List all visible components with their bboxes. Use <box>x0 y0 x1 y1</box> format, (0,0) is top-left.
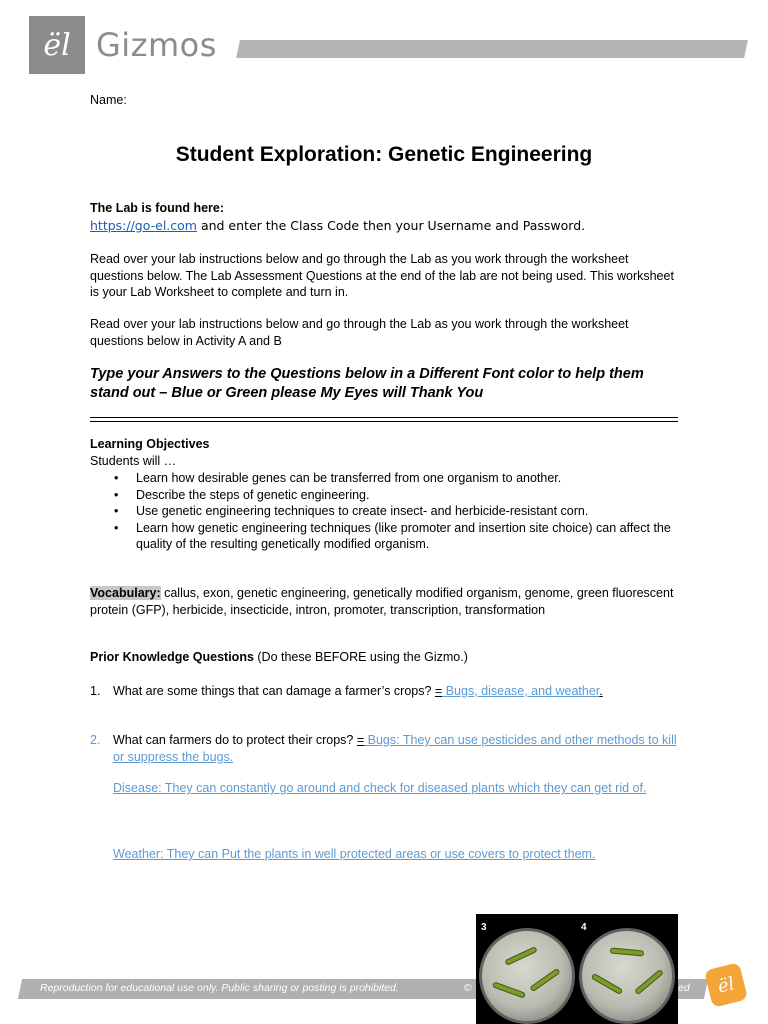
list-item: • Learn how genetic engineering techniques (like promoter and insertion site choice) can affect the quality of the resulting genetically modified organism. <box>112 520 672 553</box>
bacterium <box>504 946 537 966</box>
petri-dish-image <box>476 914 678 1024</box>
lab-link[interactable]: https://go-el.com <box>90 218 197 233</box>
vocabulary-terms: callus, exon, genetic engineering, genetically modified organism, genome, green fluorescent protein (GFP), herbicide, insecticide, intron, promoter, transcription, transformation <box>90 586 674 617</box>
vocabulary-label: Vocabulary: <box>90 586 161 600</box>
list-item: • Learn how desirable genes can be transferred from one organism to another. <box>112 470 672 487</box>
name-label: Name: <box>90 93 127 107</box>
question-prompt: What are some things that can damage a farmer’s crops? <box>113 684 435 698</box>
divider-line <box>90 421 678 422</box>
lab-heading: The Lab is found here: <box>90 201 225 215</box>
lab-link-suffix: and enter the Class Code then your Username and Password. <box>196 218 586 233</box>
learning-objectives-heading: Learning Objectives <box>90 437 210 451</box>
question-prompt: What can farmers do to protect their crops? <box>113 733 357 747</box>
answer-marker: = <box>434 684 443 698</box>
footer-copyright-fragment: © <box>464 982 472 994</box>
page-title: Student Exploration: Genetic Engineering <box>175 143 593 166</box>
question-1 <box>90 683 680 700</box>
bacterium <box>591 973 623 995</box>
bacterium <box>634 969 664 995</box>
gizmos-brand: Gizmos <box>96 26 217 64</box>
bacterium <box>529 968 560 992</box>
prior-knowledge-title: Prior Knowledge Questions <box>90 650 254 664</box>
answer-end: . <box>599 684 603 698</box>
prior-knowledge-heading <box>90 650 468 664</box>
learning-objectives-list <box>112 470 672 553</box>
question-text <box>113 683 680 700</box>
question-number: 1. <box>90 684 101 698</box>
answer-text[interactable]: Bugs: They can use pesticides and other methods to kill or suppress the bugs. <box>113 733 677 764</box>
image-label-3: 3 <box>481 922 487 933</box>
list-item: • Use genetic engineering techniques to create insect- and herbicide-resistant corn. <box>112 503 672 520</box>
instruction-paragraph-1: Read over your lab instructions below and go through the Lab as you work through the worksheet questions below. The Lab Assessment Questions at the end of the lab are not being used. This worksheet is your Lab Worksheet to complete and turn in. <box>90 252 674 299</box>
question-text <box>113 732 680 765</box>
header-bar <box>236 40 748 58</box>
lab-instructions <box>90 218 585 233</box>
petri-dish-right <box>579 928 675 1024</box>
petri-dish-left <box>479 928 575 1024</box>
answer-disease[interactable]: Disease: They can constantly go around and check for diseased plants which they can get rid of. <box>113 781 647 795</box>
learning-objectives-intro: Students will … <box>90 454 177 468</box>
image-label-4: 4 <box>581 922 587 933</box>
divider-line <box>90 417 678 418</box>
answer-marker: = <box>356 733 365 747</box>
prior-knowledge-note: (Do these BEFORE using the Gizmo.) <box>253 650 468 664</box>
answer-weather[interactable]: Weather: They can Put the plants in well protected areas or use covers to protect them. <box>113 847 596 861</box>
explorelearning-logo: ël <box>29 16 85 74</box>
list-item: • Describe the steps of genetic engineering. <box>112 487 672 504</box>
instruction-paragraph-2: Read over your lab instructions below and go through the Lab as you work through the worksheet questions below in Activity A and B <box>90 317 629 348</box>
bacterium <box>492 981 526 998</box>
bacterium <box>610 948 644 957</box>
vocabulary-section <box>90 585 680 618</box>
explorelearning-footer-logo: ël <box>704 962 748 1008</box>
answer-text[interactable]: Bugs, disease, and weather <box>442 684 600 698</box>
footer-right-fragment: ed <box>678 982 690 994</box>
answer-color-instruction: Type your Answers to the Questions below in a Different Font color to help them stand out – Blue or Green please My Eyes will Thank You <box>90 366 644 401</box>
question-number: 2. <box>90 733 101 747</box>
question-2 <box>90 732 680 765</box>
footer-notice: Reproduction for educational use only. Public sharing or posting is prohibited. <box>40 982 399 994</box>
